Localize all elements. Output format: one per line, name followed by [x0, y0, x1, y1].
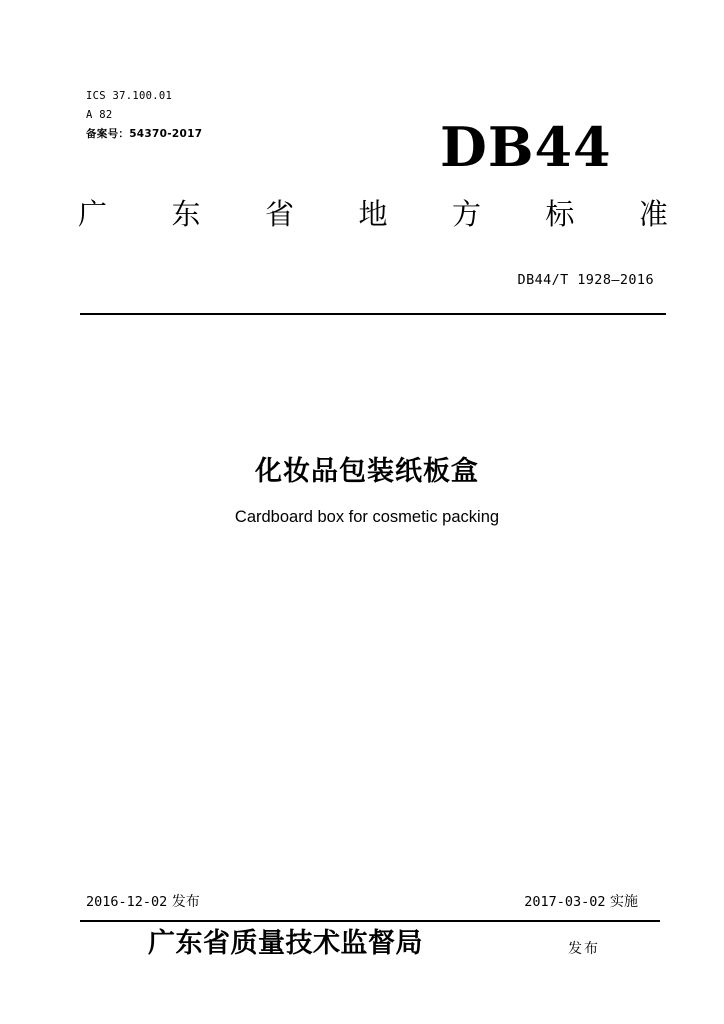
standard-type-char: 东: [171, 197, 201, 231]
standard-type-heading: [78, 197, 668, 231]
issue-date-value: 2016-12-02: [86, 894, 168, 910]
standard-type-char: 方: [451, 197, 481, 231]
document-title-en: Cardboard box for cosmetic packing: [234, 508, 500, 526]
implementation-date-value: 2017-03-02: [524, 894, 606, 910]
standard-type-char: 标: [545, 197, 575, 231]
standard-type-char: 省: [264, 197, 294, 231]
implementation-date: [524, 895, 638, 910]
standard-type-char: 广: [78, 197, 108, 231]
top-divider: [80, 313, 666, 315]
issue-date: [86, 895, 200, 910]
standard-number: DB44/T 1928—2016: [517, 272, 654, 288]
standard-type-char: 地: [358, 197, 388, 231]
ics-code: ICS 37.100.01: [86, 90, 173, 102]
standard-logo: DB44: [440, 115, 612, 179]
record-number: 备案号：54370-2017: [86, 128, 203, 140]
classification-code: A 82: [86, 109, 113, 121]
standard-type-char: 准: [638, 197, 668, 231]
document-title-cn: 化妆品包装纸板盒: [255, 456, 479, 487]
bottom-divider: [80, 920, 660, 922]
issue-date-label: 发布: [171, 894, 200, 910]
publisher-suffix: 发布: [568, 941, 600, 957]
publisher-name: 广东省质量技术监督局: [148, 928, 423, 959]
implementation-date-label: 实施: [610, 894, 638, 910]
